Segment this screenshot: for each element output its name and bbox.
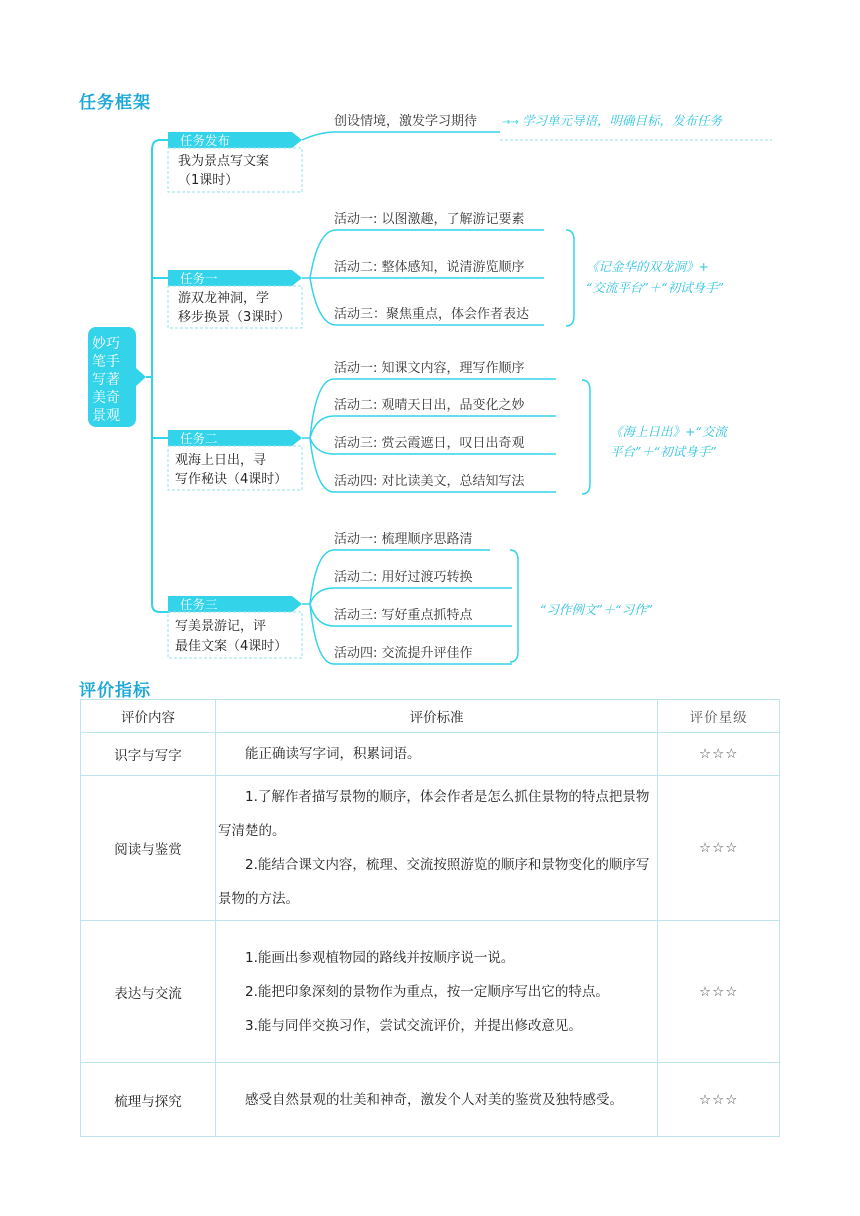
table-row: [81, 776, 780, 921]
task-title-three-2: 最佳文案（4课时）: [175, 639, 288, 654]
task-title-one-1: 游双龙神洞，学: [178, 291, 270, 306]
task-node-three: [168, 531, 653, 664]
row-content: 梳理与探究: [81, 1063, 216, 1137]
task1-activity-2: 活动二: 整体感知，说清游览顺序: [334, 260, 525, 275]
root-line-2: 笔手: [92, 354, 120, 370]
row-content: 阅读与鉴赏: [81, 776, 216, 921]
row-stars: ☆☆☆: [658, 921, 780, 1063]
root-line-4: 美奇: [92, 390, 120, 406]
task-title-publish-2: （1课时）: [178, 173, 239, 188]
table-row: [81, 1063, 780, 1137]
root-line-3: 写著: [92, 372, 120, 388]
row-stars: ☆☆☆: [658, 776, 780, 921]
root-line-5: 景观: [92, 408, 120, 424]
row-standards: 感受自然景观的壮美和神奇，激发个人对美的鉴赏及独特感受。: [216, 1063, 658, 1137]
row-standards: 能正确读写字词，积累词语。: [216, 733, 658, 776]
task3-activity-3: 活动三: 写好重点抓特点: [334, 608, 473, 623]
row-stars: ☆☆☆: [658, 1063, 780, 1137]
task3-activity-1: 活动一: 梳理顺序思路清: [334, 532, 473, 547]
task1-note-2: “交流平台”＋“初试身手”: [586, 280, 725, 295]
row-standards: 1.能画出参观植物园的路线并按顺序说一说。 2.能把印象深刻的景物作为重点，按一定顺序写出它的特点。 3.能与同伴交换习作，尝试交流评价，并提出修改意见。: [216, 921, 658, 1063]
task-title-one-2: 移步换景（3课时）: [178, 310, 291, 325]
table-header-row: [81, 700, 780, 733]
row-standards: 1.了解作者描写景物的顺序，体会作者是怎么抓住景物的特点把景物写清楚的。 2.能结合课文内容，梳理、交流按照游览的顺序和景物变化的顺序写景物的方法。: [216, 776, 658, 921]
header-stars: 评价星级: [658, 700, 780, 733]
task-node-publish: [168, 113, 772, 192]
task2-note-2: 平台”＋“初试身手”: [610, 444, 717, 459]
row-stars: ☆☆☆: [658, 733, 780, 776]
publish-activity: 创设情境，激发学习期待: [334, 114, 478, 129]
task2-activity-3: 活动三: 赏云霞遮日，叹日出奇观: [334, 436, 525, 451]
task2-note-1: 《海上日出》+“交流: [610, 424, 727, 439]
task2-activity-1: 活动一: 知课文内容，理写作顺序: [334, 361, 525, 376]
header-standard: 评价标准: [216, 700, 658, 733]
table-row: [81, 733, 780, 776]
task2-activity-2: 活动二: 观晴天日出，品变化之妙: [334, 398, 525, 413]
publish-note: 学习单元导语，明确目标，发布任务: [522, 113, 723, 128]
section-title-evaluation: 评价指标: [79, 681, 151, 701]
task-title-three-1: 写美景游记，评: [175, 619, 267, 634]
task1-activity-1: 活动一: 以图激趣，了解游记要素: [334, 212, 525, 227]
task-tag-three: 任务三: [180, 597, 218, 612]
row-content: 识字与写字: [81, 733, 216, 776]
task-title-two-2: 写作秘诀（4课时）: [175, 472, 288, 487]
mindmap-trunk-lines: [146, 140, 170, 612]
task-tag-one: 任务一: [180, 271, 218, 286]
task-tag-two: 任务二: [180, 431, 218, 446]
section-title-framework: 任务框架: [79, 93, 151, 113]
table-row: [81, 921, 780, 1063]
evaluation-table: [80, 699, 780, 1137]
task-node-two: [168, 360, 729, 494]
task-title-publish-1: 我为景点写文案: [178, 154, 270, 169]
task-tag-publish: 任务发布: [180, 133, 231, 148]
root-line-1: 妙巧: [92, 336, 120, 352]
task1-note-1: 《记金华的双龙洞》+: [586, 259, 709, 274]
task3-activity-4: 活动四: 交流提升评佳作: [334, 646, 473, 661]
task3-activity-2: 活动二: 用好过渡巧转换: [334, 570, 473, 585]
header-content: 评价内容: [81, 700, 216, 733]
task1-activity-3: 活动三：聚焦重点，体会作者表达: [334, 307, 530, 322]
task3-note: “习作例文”＋“习作”: [540, 602, 654, 617]
task-title-two-1: 观海上日出，寻: [175, 453, 267, 468]
task-node-one: [168, 211, 724, 328]
row-content: 表达与交流: [81, 921, 216, 1063]
task2-activity-4: 活动四: 对比读美文，总结知写法: [334, 474, 525, 489]
arrow-icon: →→: [502, 117, 519, 128]
mindmap-root: [88, 327, 146, 427]
